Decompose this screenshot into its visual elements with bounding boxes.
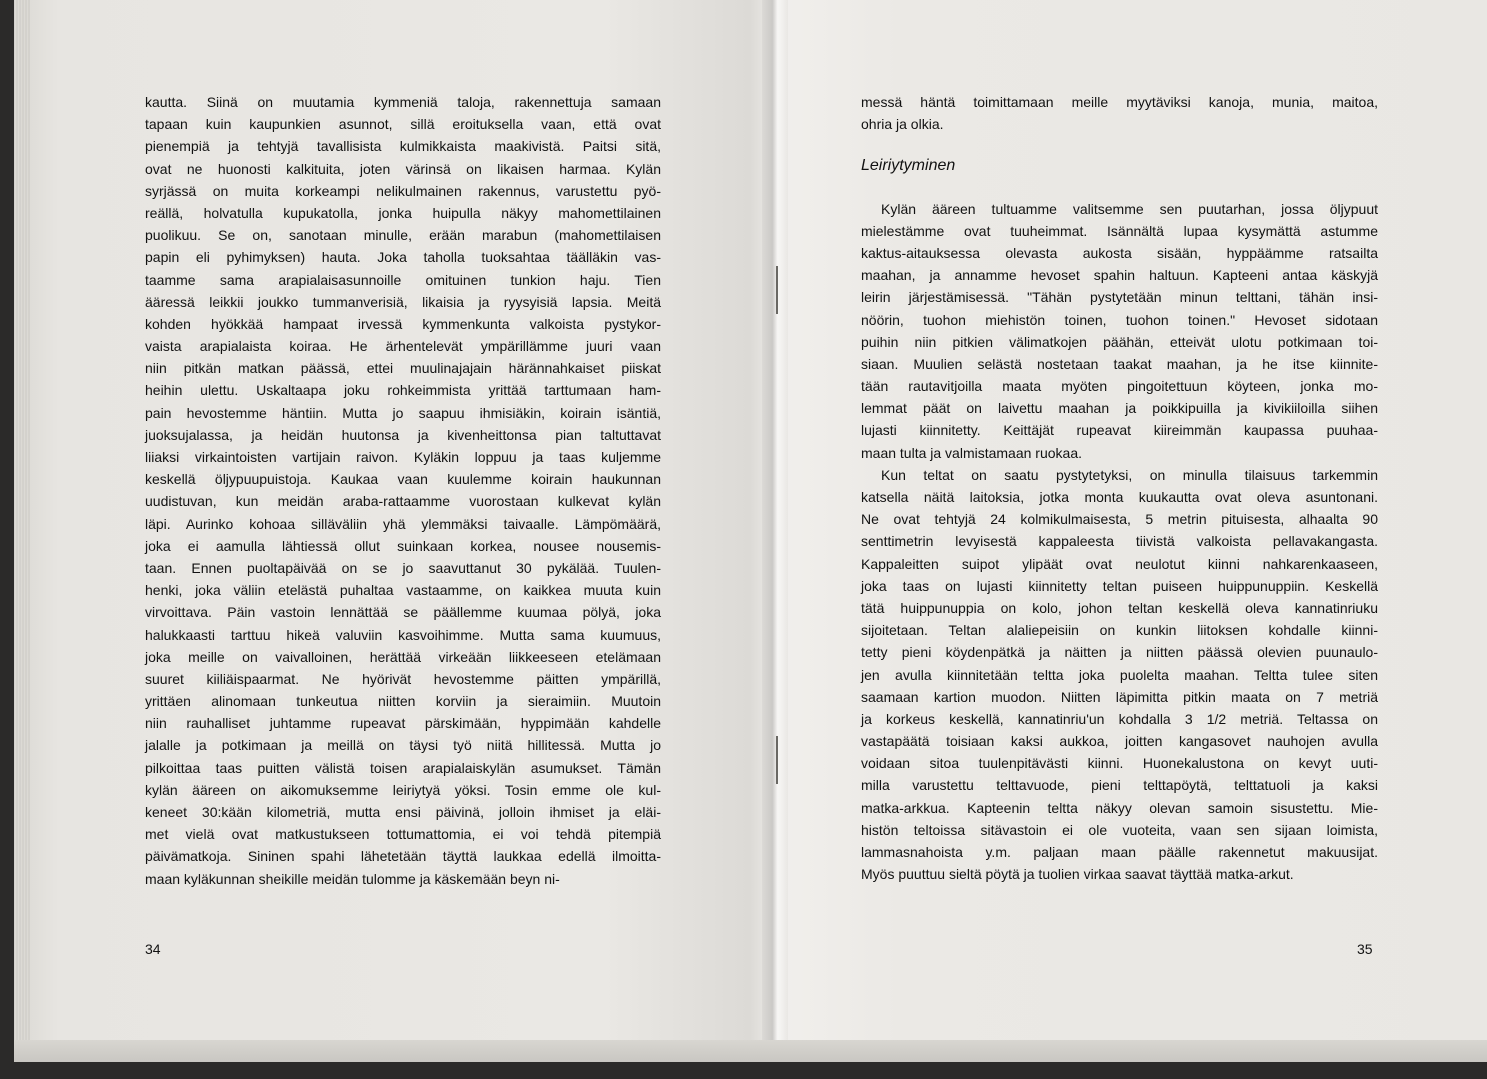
text-line: sijoitetaan. Teltan alaliepeisiin on kunkin liitoksen kohdalle kiinni- <box>861 622 1378 639</box>
text-line: päivämatkoja. Sininen spahi lähetetään täyttä laukkaa edellä ilmoitta- <box>145 848 661 865</box>
text-line: henki, joka väliin etelästä puhaltaa vastaamme, on kaikkea muuta kuin <box>145 582 661 599</box>
text-line: uudistuvan, kun meidän araba-rattaamme vuorostaan kulkevat kylän <box>145 493 661 510</box>
text-line: nöörin, tuohon miehistön toinen, tuohon toinen." Hevoset sidotaan <box>861 311 1378 328</box>
text-line: maahan, ja annamme hevoset spahin haltuun. Kapteeni antaa käskyjä <box>861 267 1378 284</box>
text-line: virvoittava. Päin vastoin lennättää se päällemme kuumaa pölyä, joka <box>145 604 661 621</box>
text-line: joka meille on vaivalloinen, herättää virkeään liikkeeseen etelämaan <box>145 648 661 665</box>
text-line: pienempiä ja tehtyjä tavallisista kulmikkaista maakivistä. Paitsi sitä, <box>145 138 661 155</box>
text-line: maan tulta ja valmistamaan ruokaa. <box>861 444 1082 461</box>
paragraph <box>861 464 1378 886</box>
text-line: papin eli pyhimyksen) hauta. Joka taholla tuoksahtaa täälläkin vas- <box>145 249 661 266</box>
text-line: ovat ne huonosti kalkituita, joten värinsä on likaisen harmaa. Kylän <box>145 160 661 177</box>
left-page-text <box>145 91 661 890</box>
text-line: lujasti kiinnitetty. Keittäjät rupeavat kiireimmän kaupassa puuhaa- <box>861 422 1378 439</box>
text-line: jalalle ja potkimaan ja meillä on täysi työ niitä hillitessä. Mutta jo <box>145 737 661 754</box>
text-line: joka taas on lujasti kiinnitetty teltan puiseen huippunuppiin. Keskellä <box>861 577 1378 594</box>
text-line: läpi. Aurinko kohoaa silläväliin yhä ylemmäksi taivaalle. Lämpömäärä, <box>145 515 661 532</box>
text-line: matka-arkkua. Kapteenin teltta näkyy olevan samoin sisustettu. Mie- <box>861 799 1378 816</box>
text-line: tapaan kuin kaupunkien asunnot, sillä eroituksella vaan, että ovat <box>145 116 661 133</box>
text-line: vaista arapialaista koiraa. He ärhentelevät ympärillämme juuri vaan <box>145 338 661 355</box>
text-line: niin rauhalliset juhtamme rupeavat pärskimään, hyppimään kahdelle <box>145 715 661 732</box>
text-line: Kappaleitten suipot ylipäät ovat neulotut kiinni nahkarenkaaseen, <box>861 555 1378 572</box>
text-line: milla varustettu telttavuode, pieni telttapöytä, telttatuoli ja kaksi <box>861 777 1378 794</box>
text-line: taamme sama arapialaisasunnoille omituinen tunkion haju. Tien <box>145 271 661 288</box>
text-line: lammasnahoista y.m. paljaan maan päälle rakennetut makuusijat. <box>861 844 1378 860</box>
text-line: liiaksi virkaintoisten vartijain raivon. Kyläkin loppuu ja taas kuljemme <box>145 449 661 465</box>
text-line: vastapäätä toisiaan kaksi aukkoa, joitten kangasovet nauhojen avulla <box>861 733 1378 750</box>
text-line: reällä, holvatulla kupukatolla, jonka huipulla näkyy mahomettilainen <box>145 204 661 221</box>
text-line: saamaan kartion muodon. Niitten läpimitta pitkin maata on 7 metriä <box>861 688 1378 705</box>
text-line: juoksujalassa, ja heidän huutonsa ja kivenheittonsa pian taltuttavat <box>145 426 661 443</box>
section-heading: Leiriytyminen <box>861 157 956 175</box>
text-line: keneet 30:kään kilometriä, mutta ensi päivinä, jolloin ihmiset ja eläi- <box>145 804 661 820</box>
left-page-number: 34 <box>145 941 161 957</box>
text-line: taan. Ennen puoltapäivää on se jo saavuttanut 30 pykälää. Tuulen- <box>145 559 661 576</box>
text-line: Myös puuttuu sieltä pöytä ja tuolien virkaa saavat täyttää matka-arkut. <box>861 866 1294 883</box>
text-line: leirin järjestämisessä. "Tähän pystytetään minun telttani, tähän insi- <box>861 289 1378 306</box>
text-line: jen avulla kiinnitetään teltta joka puolelta maahan. Teltta tulee siten <box>861 666 1378 683</box>
book-gutter <box>762 0 788 1040</box>
text-line: keskellä öljypuupuistoja. Kaukaa vaan kuulemme koirain haukunnan <box>145 471 661 488</box>
right-page-number: 35 <box>1357 941 1373 957</box>
text-line: tetty pieni köydenpätkä ja näitten ja niitten päässä olevien puunaulo- <box>861 644 1378 661</box>
text-line: mielestämme ovat tuuheimmat. Isännältä lupaa kysymättä astumme <box>861 222 1378 239</box>
text-line: Kun teltat on saatu pystytetyksi, on minulla tilaisuus tarkemmin <box>881 466 1378 483</box>
text-line: joka ei aamulla lähtiessä ollut suinkaan korkea, nousee nousemis- <box>145 537 661 554</box>
text-line: kaktus-aitauksessa olevasta aukosta sisään, hyppäämme ratsailta <box>861 244 1378 261</box>
text-line: ääressä leikkii joukko tummanverisiä, likaisia ja ryysyisiä lapsia. Meitä <box>145 293 661 310</box>
text-line: kohden hyökkää hampaat irvessä kymmenkunta valkoista pystykor- <box>145 315 661 332</box>
text-line: ohria ja olkia. <box>861 116 944 133</box>
binding-stitch <box>776 266 778 314</box>
text-line: kylän ääreen on aikomuksemme leiriytyä yöksi. Tosin emme ole kul- <box>145 781 661 798</box>
intro-paragraph <box>861 91 1378 135</box>
text-line: kautta. Siinä on muutamia kymmeniä taloja, rakennettuja samaan <box>145 94 661 110</box>
text-line: yrittäen alinomaan tunkeutua niitten korviin ja sieraimiin. Muutoin <box>145 693 661 710</box>
text-line: tään rautavitjoilla maata myöten pingoitettuun köyteen, jonka mo- <box>861 378 1378 395</box>
text-line: Kylän ääreen tultuamme valitsemme sen puutarhan, jossa öljypuut <box>881 200 1378 217</box>
text-line: niin pitkän matkan päässä, ettei muulinajajain härännahkaiset piiskat <box>145 360 661 377</box>
text-line: messä häntä toimittamaan meille myytäviksi kanoja, munia, maitoa, <box>861 94 1378 110</box>
text-line: pain hevostemme häntiin. Mutta jo saapuu ihmisiäkin, koirain isäntiä, <box>145 404 661 421</box>
text-line: syrjässä on muita korkeampi nelikulmainen rakennus, varustettu pyö- <box>145 182 661 199</box>
bottom-edge <box>14 1040 1487 1062</box>
text-line: Ne ovat tehtyjä 24 kolmikulmaisesta, 5 metrin pituisesta, alhaalta 90 <box>861 511 1378 528</box>
text-line: katsella näitä laitoksia, jotka monta kuukautta ovat oleva asuntonani. <box>861 489 1378 505</box>
text-line: maan kyläkunnan sheikille meidän tulomme ja käskemään beyn ni- <box>145 870 560 887</box>
text-line: pilkoittaa taas puitten välistä toisen arapialaiskylän asumukset. Tämän <box>145 759 661 776</box>
text-line: voidaan sitoa tuulenpitävästi kiinni. Huonekalustona on kevyt uuti- <box>861 755 1378 772</box>
paragraph <box>861 198 1378 464</box>
text-line: heihin ulettu. Uskaltaapa joku rohkeimmista yrittää tarttumaan ham- <box>145 382 661 399</box>
text-line: puolikuu. Se on, sanotaan minulle, erään marabun (mahomettilaisen <box>145 227 661 244</box>
binding-stitch <box>776 736 778 784</box>
text-line: tätä huippunuppia on kolo, johon teltan keskellä oleva kannatinriuku <box>861 599 1378 616</box>
text-line: puihin niin pitkien välimatkojen päähän, etteivät ulotu potkimaan toi- <box>861 333 1378 350</box>
text-line: ja korkeus keskellä, kannatinriu'un kohdalla 3 1/2 metriä. Teltassa on <box>861 710 1378 727</box>
text-line: siaan. Muulien selästä nostetaan taakat maahan, ja he itse kiinnite- <box>861 355 1378 372</box>
text-line: senttimetrin levyisestä kappaleesta tiivistä valkoista pellavakangasta. <box>861 533 1378 550</box>
right-page-text <box>861 91 1378 885</box>
text-line: histön teltoissa sitävastoin ei ole vuoteita, vaan sen sijaan loimista, <box>861 821 1378 838</box>
text-line: lemmat päät on laivettu maahan ja poikkipuilla ja kivikiiloilla siihen <box>861 400 1378 417</box>
text-line: halukkaasti tarttuu hikeä valuviin kasvoihimme. Mutta sama kuumuus, <box>145 626 661 643</box>
text-line: suuret kiiliäispaarmat. Ne hyörivät hevostemme päitten ympärillä, <box>145 670 661 687</box>
text-line: met vielä ovat matkustukseen tottumattomia, ei voi tehdä pitempiä <box>145 826 661 843</box>
page-edges <box>14 0 30 1062</box>
